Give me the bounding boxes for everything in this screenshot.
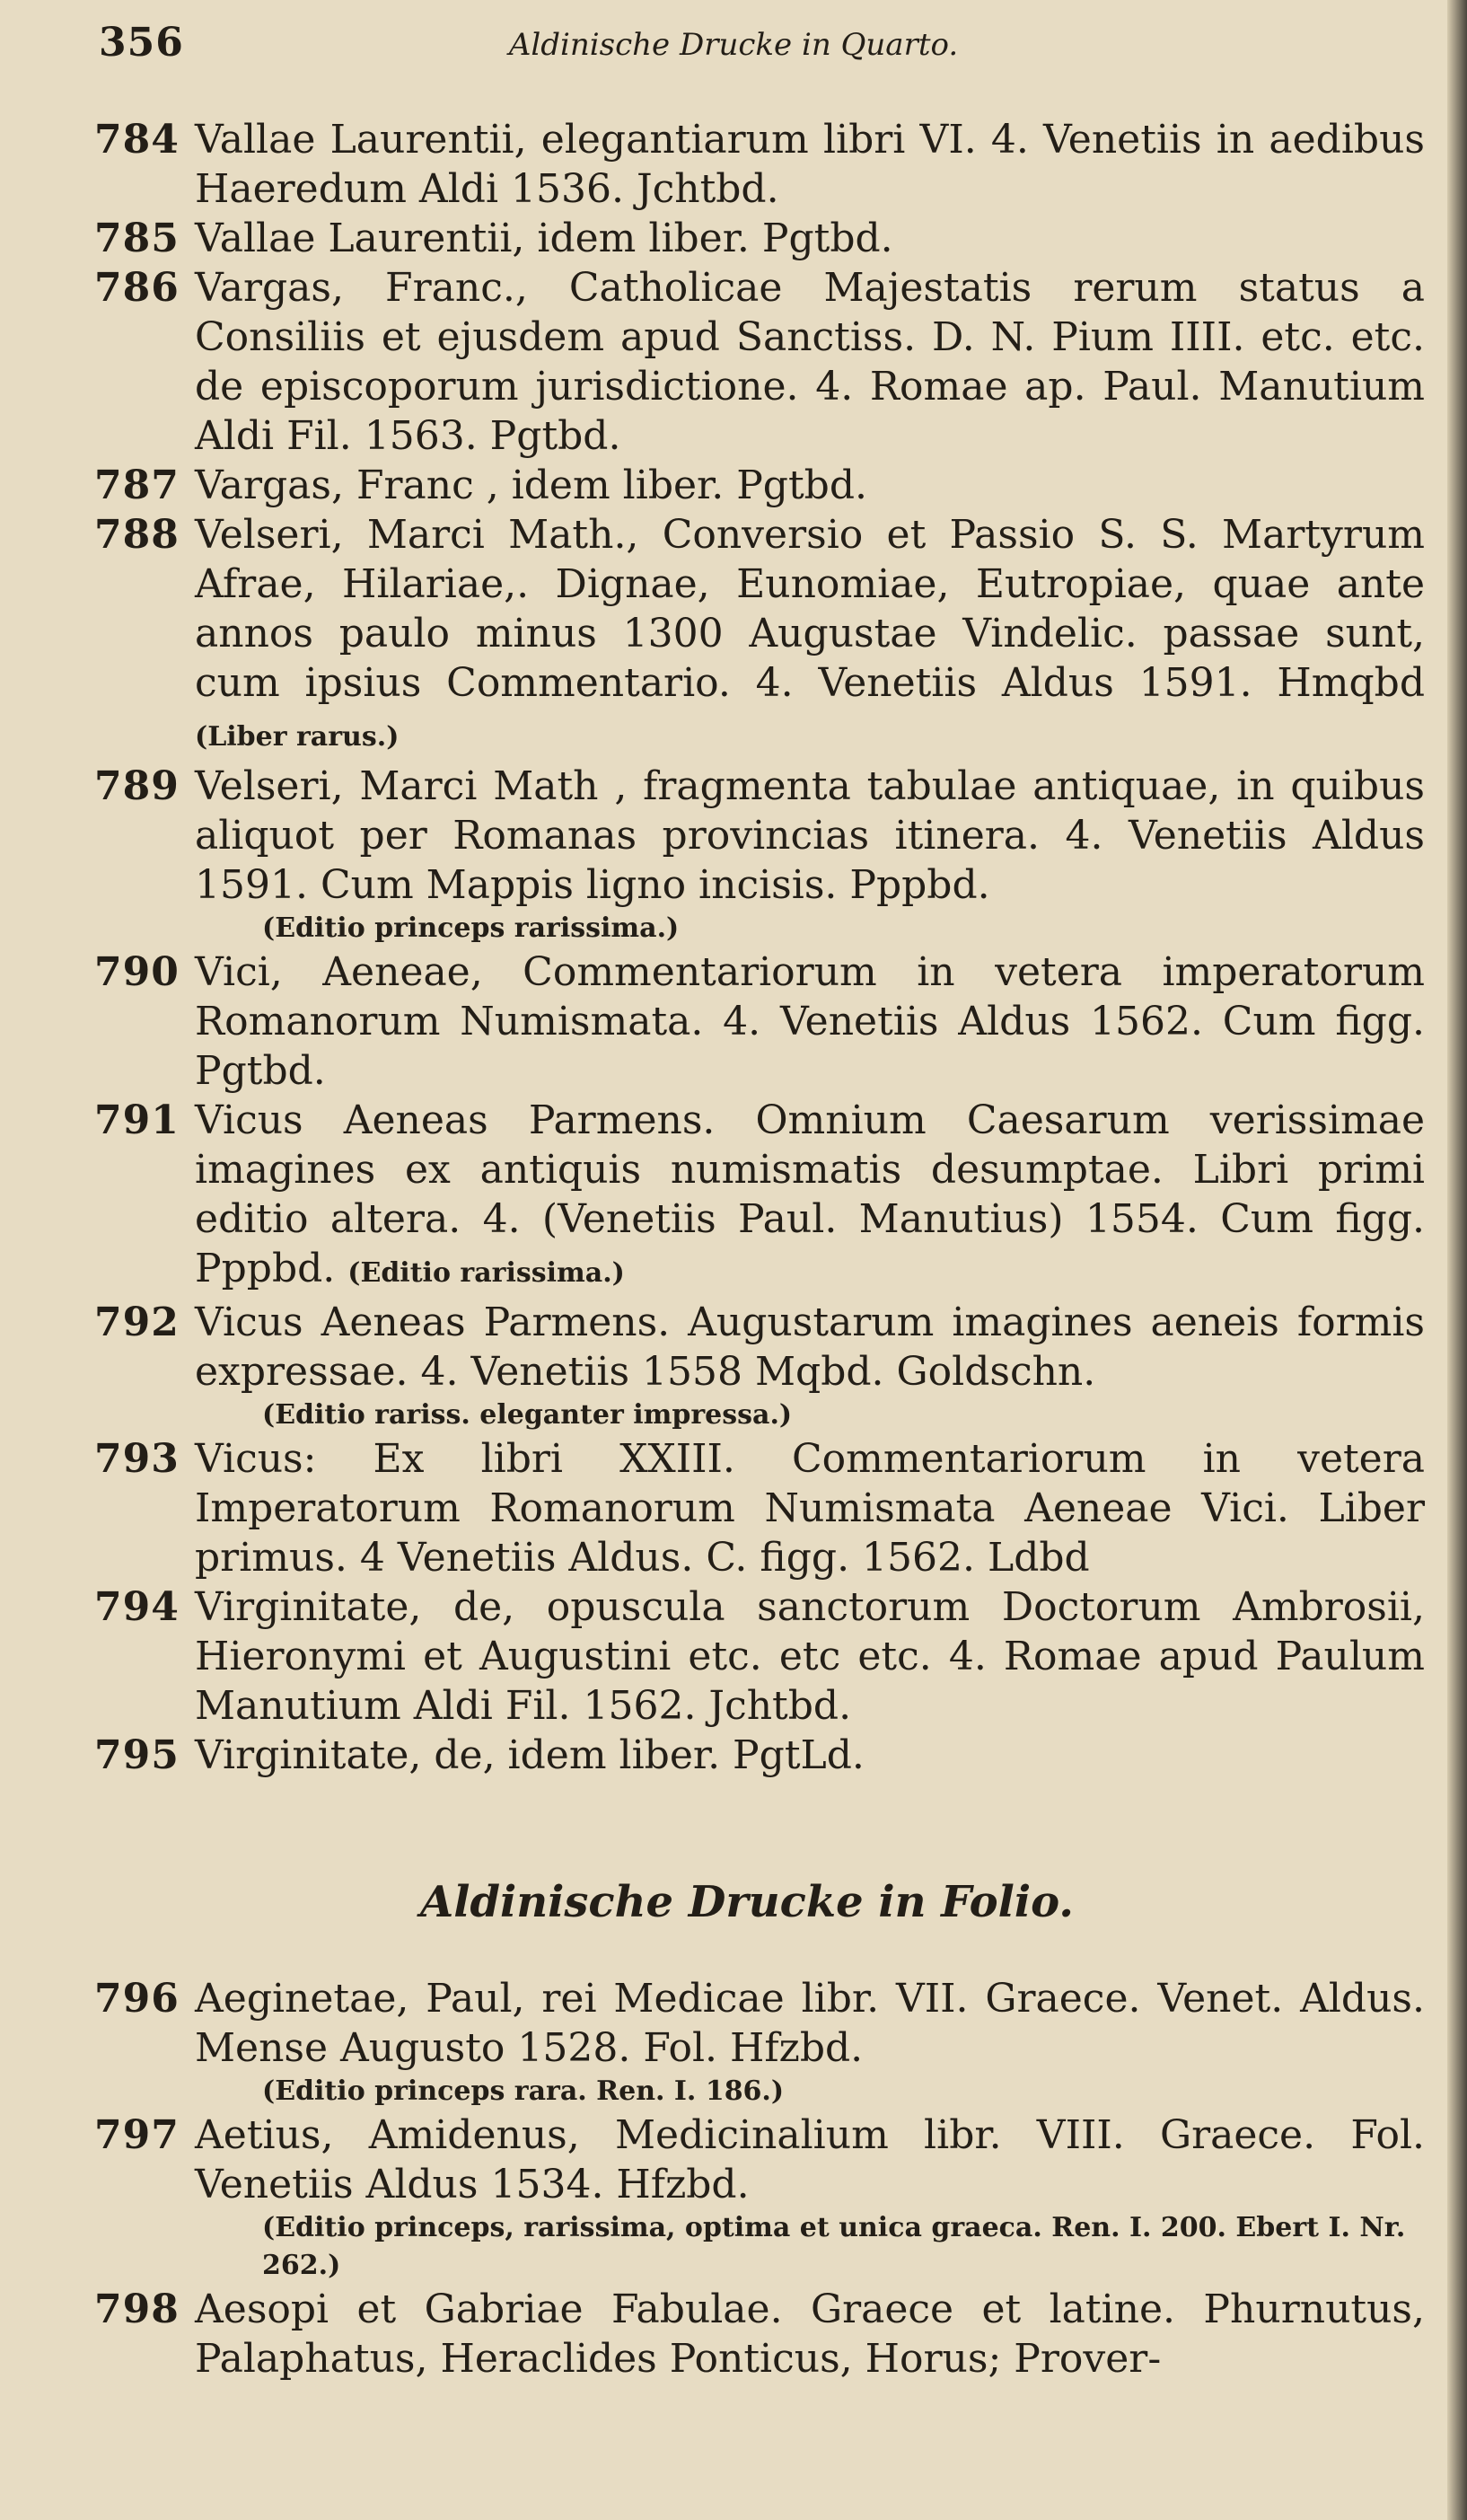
catalog-entry xyxy=(0,1096,1467,1298)
catalog-entry xyxy=(0,2110,1467,2285)
catalog-entry xyxy=(0,115,1467,214)
entry-text: Aeginetae, Paul, rei Medicae libr. VII. Graece. Venet. Aldus. Mense Augusto 1528. Fol. Hfzbd. xyxy=(195,1976,1425,2071)
entry-note: (Editio princeps rara. Ren. I. 186.) xyxy=(262,2075,785,2107)
entry-text: Vallae Laurentii, idem liber. Pgtbd. xyxy=(195,216,893,261)
entry-number: 787 xyxy=(94,463,180,508)
entry-text: Vicus Aeneas Parmens. Augustarum imagines aeneis formis expressae. 4. Venetiis 1558 Mqbd. Goldschn. xyxy=(195,1300,1425,1395)
entry-number: 790 xyxy=(94,949,180,995)
catalog-entry xyxy=(0,1974,1467,2110)
entry-number: 786 xyxy=(94,265,180,311)
catalog-entry xyxy=(0,263,1467,461)
entry-text: Virginitate, de, idem liber. PgtLd. xyxy=(195,1732,865,1778)
entry-number: 798 xyxy=(94,2287,180,2332)
catalog-entry xyxy=(0,2285,1467,2383)
running-header xyxy=(99,18,1368,70)
entry-number: 792 xyxy=(94,1300,180,1345)
catalog-entry xyxy=(0,947,1467,1096)
running-title: Aldinische Drucke in Quarto. xyxy=(508,27,959,63)
folio-entries xyxy=(0,1974,1467,2383)
entry-number: 794 xyxy=(94,1584,180,1630)
entry-number: 791 xyxy=(94,1097,180,1143)
entry-note: (Editio rarissima.) xyxy=(347,1257,625,1289)
entry-note: (Editio princeps, rarissima, optima et unica graeca. Ren. I. 200. Ebert I. Nr. 262.) xyxy=(262,2212,1406,2281)
entry-text: Velseri, Marci Math., Conversio et Passio S. S. Martyrum Afrae, Hilariae,. Dignae, Eunomiae, Eutropiae, quae ante annos paulo minus 1300 Augustae Vindelic. passae sunt, cum ipsius Commentario. 4. Venetiis Aldus 1591. Hmqbd xyxy=(195,512,1425,706)
entry-text: Vargas, Franc., Catholicae Majestatis rerum status a Consiliis et ejusdem apud Sanctiss. D. N. Pium IIII. etc. etc. de episcoporum jurisdictione. 4. Romae ap. Paul. Manutium Aldi Fil. 1563. Pgtbd. xyxy=(195,265,1425,459)
entry-text: Vici, Aeneae, Commentariorum in vetera imperatorum Romanorum Numismata. 4. Venetiis Aldus 1562. Cum figg. Pgtbd. xyxy=(195,949,1425,1094)
quarto-entries xyxy=(0,115,1467,1780)
catalog-entry xyxy=(0,1298,1467,1434)
entry-text: Aesopi et Gabriae Fabulae. Graece et latine. Phurnutus, Palaphatus, Heraclides Ponticus, Horus; Prover- xyxy=(195,2287,1425,2382)
entry-number: 785 xyxy=(94,216,180,261)
entry-text: Aetius, Amidenus, Medicinalium libr. VIII. Graece. Fol. Venetiis Aldus 1534. Hfzbd. xyxy=(195,2112,1425,2207)
catalog-entry xyxy=(0,214,1467,263)
entry-number: 793 xyxy=(94,1436,180,1482)
page-number: 356 xyxy=(99,20,184,66)
entry-text: Vicus Aeneas Parmens. Omnium Caesarum verissimae imagines ex antiquis numismatis desumptae. Libri primi editio altera. 4. (Venetiis Paul. Manutius) 1554. Cum figg. Pppbd. xyxy=(195,1097,1425,1291)
entry-note: (Editio princeps rarissima.) xyxy=(262,912,680,944)
entry-number: 784 xyxy=(94,117,180,163)
entry-number: 796 xyxy=(94,1976,180,2022)
catalog-entry xyxy=(0,510,1467,762)
entry-note: (Editio rariss. eleganter impressa.) xyxy=(262,1399,793,1431)
catalog-entry xyxy=(0,1434,1467,1582)
entry-text: Virginitate, de, opuscula sanctorum Doctorum Ambrosii, Hieronymi et Augustini etc. etc etc. 4. Romae apud Paulum Manutium Aldi Fil. 1562. Jchtbd. xyxy=(195,1584,1425,1729)
entry-number: 795 xyxy=(94,1732,180,1778)
entry-text: Velseri, Marci Math , fragmenta tabulae antiquae, in quibus aliquot per Romanas provincias itinera. 4. Venetiis Aldus 1591. Cum Mappis ligno incisis. Pppbd. xyxy=(195,763,1425,908)
entry-number: 788 xyxy=(94,512,180,558)
entry-number: 797 xyxy=(94,2112,180,2158)
catalog-entry xyxy=(0,461,1467,510)
section-title: Aldinische Drucke in Folio. xyxy=(419,1877,1074,1927)
entry-text: Vargas, Franc , idem liber. Pgtbd. xyxy=(195,463,867,508)
entry-text: Vicus: Ex libri XXIII. Commentariorum in vetera Imperatorum Romanorum Numismata Aeneae Vici. Liber primus. 4 Venetiis Aldus. C. figg. 1562. Ldbd xyxy=(195,1436,1425,1581)
entry-note: (Liber rarus.) xyxy=(195,721,400,753)
entry-number: 789 xyxy=(94,763,180,809)
catalog-entry xyxy=(0,762,1467,947)
entry-text: Vallae Laurentii, elegantiarum libri VI. 4. Venetiis in aedibus Haeredum Aldi 1536. Jchtbd. xyxy=(195,117,1425,212)
catalog-entry xyxy=(0,1731,1467,1780)
catalog-entry xyxy=(0,1582,1467,1731)
